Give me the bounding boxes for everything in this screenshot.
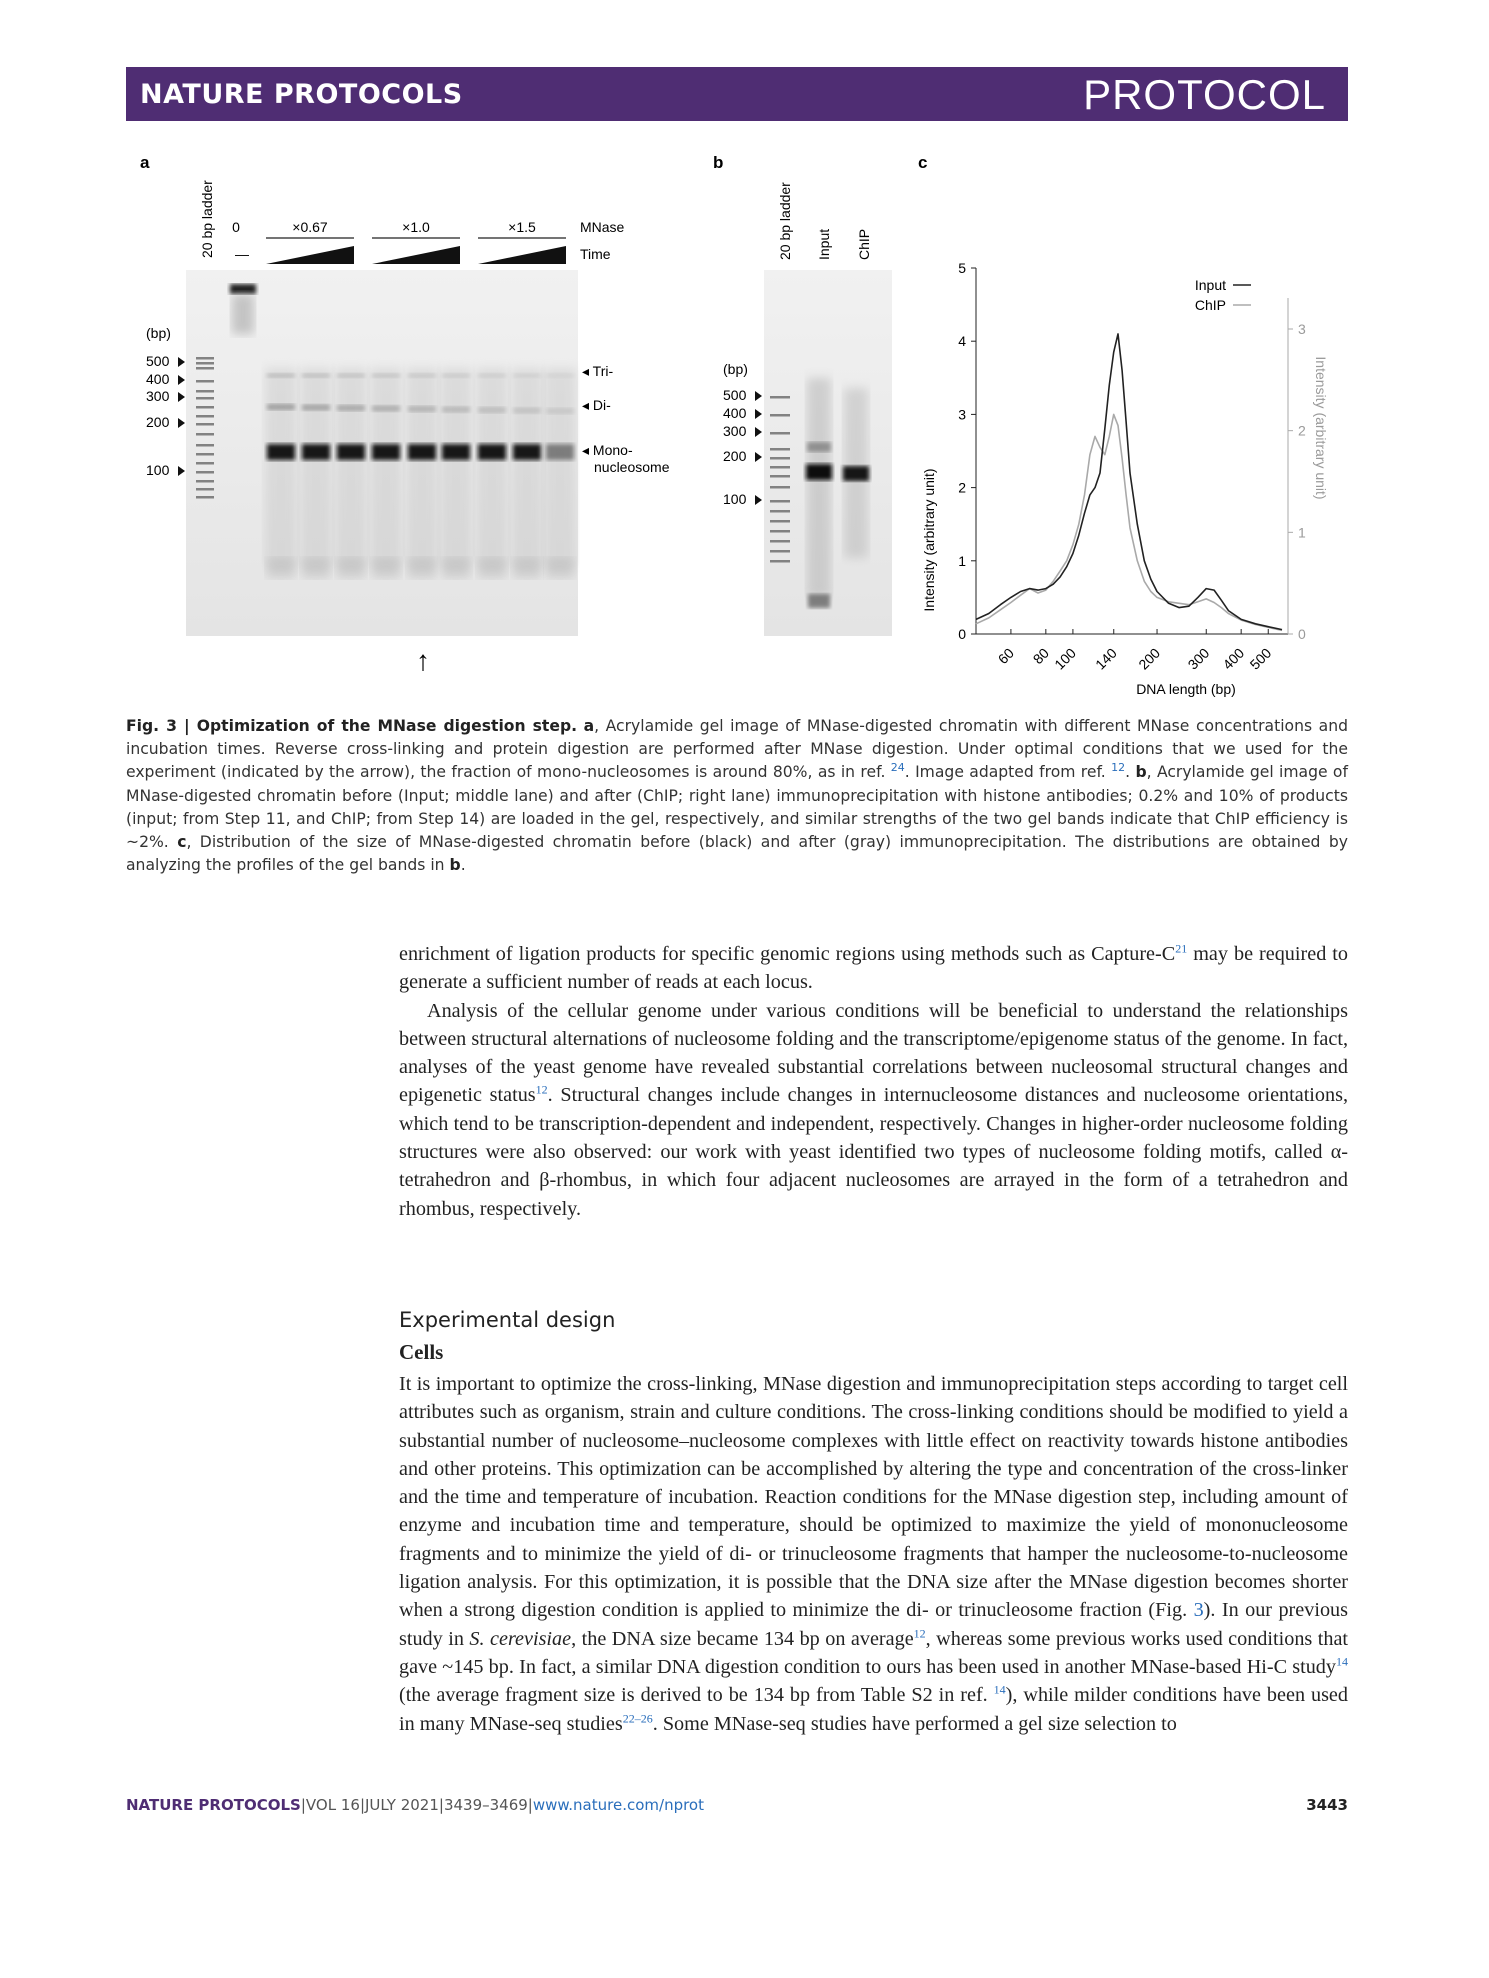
dinucleosome-band <box>337 405 365 411</box>
ladder-b-band <box>770 414 790 417</box>
lane-bottom-smear <box>513 558 541 578</box>
panel-a-label: a <box>140 153 150 172</box>
lane-bottom-smear <box>372 558 400 578</box>
x-tick-label: 500 <box>1246 644 1275 673</box>
ladder-band <box>196 488 214 491</box>
mononucleosome-band <box>478 444 506 460</box>
chart-y-axis-label: Intensity (arbitrary unit) <box>921 468 937 612</box>
ladder-band <box>196 367 214 370</box>
footer-sep-1: | <box>300 1796 306 1814</box>
ladder-b-band <box>770 540 790 543</box>
caption-b-text: , Acrylamide gel image of MNase-digested chromatin before (Input; middle lane) and after (ChIP; right lane) immunoprecipitation with histone antibodies; 0.2% and 10% of products (input; from Step 11, and ChIP; from Step 14) are loaded in the gel, respectively, and similar strengths of the two gel bands indicate that ChIP efficiency is ~2%. <box>126 763 1348 852</box>
journal-name: NATURE PROTOCOLS <box>140 79 463 110</box>
bp-unit-label: (bp) <box>146 325 171 341</box>
trinucleosome-band <box>513 373 541 378</box>
caption-ref-12[interactable]: 12 <box>1111 761 1126 775</box>
panel-c <box>918 153 1329 697</box>
ref-14-b[interactable]: 14 <box>993 1682 1006 1697</box>
species-name: S. cerevisiae <box>469 1627 572 1650</box>
ladder-band <box>196 423 214 426</box>
ladder-b-band <box>770 448 790 451</box>
x-tick-label: 140 <box>1092 644 1120 673</box>
ladder-band <box>196 453 214 456</box>
p3-text-f: ), while milder conditions have been used in many MNase-seq studies <box>399 1684 1348 1735</box>
time-wedge-2 <box>372 246 460 264</box>
footer-sep-4: | <box>527 1796 533 1814</box>
dinucleosome-band <box>267 404 295 410</box>
lane-bottom-smear <box>408 558 436 578</box>
x-tick-label: 60 <box>994 644 1018 668</box>
lane-bottom-smear <box>442 558 470 578</box>
p2-text-b: . Structural changes include changes in internucleosome distances and nucleosome orientations, which tend to be transcription-dependent and independent, respectively. Changes in higher-order nucleosome folding structures were also observed: our work with yeast identified two types of nucleosome folding motifs, called α-tetrahedron and β-rhombus, in which four adjacent nucleosomes are arrayed in the form of a tetrahedron and rhombus, respectively. <box>399 1084 1348 1220</box>
lane-smear <box>476 368 508 568</box>
dinucleosome-band <box>372 406 400 412</box>
lane-smear <box>544 368 576 568</box>
undigested-band <box>230 284 256 294</box>
x-tick-label: 80 <box>1029 644 1052 668</box>
paragraph-2 <box>399 997 1348 1223</box>
x-tick-label: 200 <box>1135 644 1164 673</box>
trinucleosome-band <box>546 373 574 378</box>
caption-c-text: , Distribution of the size of MNase-digested chromatin before (black) and after (gray) immunoprecipitation. The distributions are obtained by analyzing the profiles of the gel bands in <box>126 833 1348 875</box>
trinucleosome-band <box>442 373 470 378</box>
dinucleosome-band <box>513 408 541 414</box>
dinucleosome-band <box>408 406 436 412</box>
caption-c-label: c <box>177 833 187 852</box>
mononucleosome-band <box>372 444 400 460</box>
chart-x-axis-label: DNA length (bp) <box>1136 681 1236 697</box>
series-line-input <box>976 334 1282 630</box>
mononucleosome-band <box>546 444 574 460</box>
time-wedge-3 <box>478 246 566 264</box>
footer-volume: VOL 16 <box>305 1796 360 1814</box>
size-300: 300 <box>146 388 170 404</box>
caption-b-end: b <box>449 856 461 875</box>
x-tick-label: 300 <box>1184 644 1213 673</box>
p2-text: Analysis of the cellular genome under various conditions will be beneficial to understand the relationships between structural alternations of nucleosome folding and the transcriptome/epigenome status of the genome. In fact, analyses of the yeast genome have revealed substantial correlations between nucleosomal structural changes and epigenetic status <box>399 999 1348 1107</box>
size-200: 200 <box>146 414 170 430</box>
lane-smear <box>300 368 332 568</box>
optimal-condition-arrow: ↑ <box>416 645 430 676</box>
dinucleosome-band <box>546 408 574 414</box>
body-paragraphs-cells <box>399 1370 1348 1738</box>
dinucleosome-band <box>478 407 506 413</box>
ladder-band <box>196 357 214 360</box>
section-heading: Experimental design <box>399 1308 616 1332</box>
time-label: Time <box>580 246 611 262</box>
p3-text-b: ). In our previous study in <box>399 1599 1348 1650</box>
y-right-tick-label: 3 <box>1298 321 1306 337</box>
y-right-tick-label: 2 <box>1298 422 1306 439</box>
y-tick-label: 5 <box>958 260 966 276</box>
trinucleosome-band <box>337 373 365 378</box>
di-band-label: ◂ Di- <box>582 397 611 413</box>
x-tick-label: 400 <box>1219 644 1248 673</box>
mononucleosome-band <box>337 444 365 460</box>
ladder-band <box>196 433 214 436</box>
lane-smear <box>511 368 543 568</box>
group-15-label: ×1.5 <box>508 219 536 235</box>
ladder-band <box>196 462 214 465</box>
trinucleosome-band <box>302 373 330 378</box>
paragraph-3 <box>399 1370 1348 1738</box>
lane-bottom-smear <box>337 558 365 578</box>
mononucleosome-band <box>408 444 436 460</box>
lane-smear <box>440 368 472 568</box>
footer-sep-3: | <box>438 1796 444 1814</box>
mononucleosome-band <box>302 444 330 460</box>
ref-12-body[interactable]: 12 <box>535 1082 548 1097</box>
lane-smear <box>370 368 402 568</box>
footer-date: JULY 2021 <box>365 1796 439 1814</box>
ladder-b-band <box>770 466 790 469</box>
input-di-band <box>807 442 831 452</box>
trinucleosome-band <box>372 373 400 378</box>
input-bottom-band <box>808 594 830 608</box>
ladder-b-band <box>770 475 790 478</box>
ladder-b-band <box>770 530 790 533</box>
figure-3 <box>126 148 1348 708</box>
trinucleosome-band <box>408 373 436 378</box>
size-500: 500 <box>146 353 170 369</box>
ladder-band <box>196 471 214 474</box>
caption-title: Fig. 3 | Optimization of the MNase digestion step. <box>126 717 578 735</box>
mono-band-label: ◂ Mono- <box>582 442 633 458</box>
figure-canvas <box>126 148 1348 708</box>
ladder-band <box>196 390 214 393</box>
caption-end: . <box>460 856 466 875</box>
lane-0-smear <box>232 294 254 334</box>
legend-input-label: Input <box>1194 277 1226 293</box>
dinucleosome-band <box>302 405 330 411</box>
nucleosome-label: nucleosome <box>594 459 670 475</box>
size-b-arrows <box>755 391 762 505</box>
footer-url-link[interactable]: www.nature.com/nprot <box>532 1796 704 1814</box>
p3-text-c: , the DNA size became 134 bp on average <box>571 1627 914 1650</box>
figure-caption <box>126 715 1348 877</box>
lane-bottom-smear <box>478 558 506 578</box>
legend-chip-label: ChIP <box>1194 297 1226 313</box>
ladder-b-band <box>770 432 790 435</box>
ladder-b-band <box>770 500 790 503</box>
trinucleosome-band <box>267 373 295 378</box>
ladder-band <box>196 480 214 483</box>
ref-12-p3[interactable]: 12 <box>913 1625 926 1640</box>
dinucleosome-band <box>442 407 470 413</box>
size-b-300: 300 <box>723 423 747 439</box>
ladder-band <box>196 415 214 418</box>
chart-y-right-axis-label: Intensity (arbitrary unit) <box>1313 356 1329 500</box>
size-b-200: 200 <box>723 448 747 464</box>
footer-pages: 3439–3469 <box>443 1796 528 1814</box>
journal-header <box>126 67 1348 121</box>
y-tick-label: 0 <box>958 626 966 642</box>
ref-22-26[interactable]: 22–26 <box>622 1710 653 1725</box>
size-marker-arrows <box>178 357 185 476</box>
panel-a <box>140 153 670 676</box>
p3-text-e: (the average fragment size is derived to be 134 bp from Table S2 in ref. <box>399 1684 994 1707</box>
lane-smear <box>265 368 297 568</box>
caption-a-text2: . Image adapted from ref. <box>904 763 1106 782</box>
ladder-b-band <box>770 457 790 460</box>
mnase-label: MNase <box>580 219 625 235</box>
caption-b-label: b <box>1135 763 1147 782</box>
ref-21[interactable]: 21 <box>1175 941 1188 956</box>
body-paragraphs-top <box>399 940 1348 1223</box>
p1-text-b: may be required to generate a sufficient number of reads at each locus. <box>399 943 1348 994</box>
ladder-band <box>196 380 214 383</box>
ladder-lane-b-label: 20 bp ladder <box>777 182 793 260</box>
input-mono-band <box>806 464 832 480</box>
series-line-chip <box>976 414 1282 630</box>
caption-a-label: a <box>583 717 595 735</box>
ladder-band <box>196 444 214 447</box>
y-right-tick-label: 0 <box>1298 626 1306 642</box>
page-number: 3443 <box>1306 1796 1348 1814</box>
ladder-lane-label: 20 bp ladder <box>199 180 215 258</box>
footer-journal: NATURE PROTOCOLS <box>126 1796 301 1814</box>
chip-lane-label: ChIP <box>856 228 872 260</box>
y-tick-label: 2 <box>958 479 966 496</box>
p1-text: enrichment of ligation products for specific genomic regions using methods such as Capture-C <box>399 943 1176 965</box>
fig-3-link[interactable]: 3 <box>1193 1599 1204 1622</box>
chip-mono-band <box>843 466 869 481</box>
size-b-unit: (bp) <box>723 361 748 377</box>
ladder-b-band <box>770 520 790 523</box>
ladder-b-band <box>770 396 790 399</box>
size-b-400: 400 <box>723 405 747 421</box>
ladder-band <box>196 406 214 409</box>
group-10-label: ×1.0 <box>402 219 430 235</box>
input-smear <box>807 378 831 598</box>
caption-a-text: , Acrylamide gel image of MNase-digested chromatin with different MNase concentrations and incubation times. Reverse cross-linking and protein digestion are performed after MNase digestion. Under optimal conditions that we used for the experiment (indicated by the arrow), the fraction of mono-nucleosomes is around 80%, as in ref. <box>126 717 1348 782</box>
lane-smear <box>406 368 438 568</box>
panel-b <box>713 153 892 636</box>
size-100: 100 <box>146 462 170 478</box>
lane-bottom-smear <box>267 558 295 578</box>
caption-a-text3: . <box>1125 763 1131 782</box>
ladder-band <box>196 496 214 499</box>
lane-smear <box>335 368 367 568</box>
size-b-500: 500 <box>723 387 747 403</box>
panel-c-label: c <box>918 153 928 172</box>
tri-band-label: ◂ Tri- <box>582 363 614 379</box>
mononucleosome-band <box>513 444 541 460</box>
ladder-b-band <box>770 510 790 513</box>
y-right-tick-label: 1 <box>1298 524 1306 541</box>
ladder-b-band <box>770 560 790 563</box>
page-footer <box>126 1796 1348 1814</box>
size-400: 400 <box>146 371 170 387</box>
mononucleosome-band <box>267 444 295 460</box>
ref-14-a[interactable]: 14 <box>1336 1654 1348 1669</box>
caption-ref-24[interactable]: 24 <box>890 761 905 775</box>
ladder-band <box>196 397 214 400</box>
no-time-label: — <box>235 246 249 262</box>
lane-bottom-smear <box>546 558 574 578</box>
size-distribution-chart <box>958 260 1306 673</box>
subsection-heading: Cells <box>399 1340 444 1364</box>
lane-bottom-smear <box>302 558 330 578</box>
group-067-label: ×0.67 <box>292 219 328 235</box>
zero-mnase-label: 0 <box>232 219 240 235</box>
trinucleosome-band <box>478 373 506 378</box>
footer-sep-2: | <box>359 1796 365 1814</box>
input-lane-label: Input <box>816 228 832 260</box>
section-type: PROTOCOL <box>1083 71 1326 118</box>
mononucleosome-band <box>442 444 470 460</box>
p3-text-g: . Some MNase-seq studies have performed a gel size selection to <box>652 1712 1177 1735</box>
y-tick-label: 1 <box>958 552 966 569</box>
p3-text-d: , whereas some previous works used conditions that gave ~145 bp. In fact, a similar DNA digestion condition to ours has been used in another MNase-based Hi-C study <box>399 1627 1349 1678</box>
p3-text: It is important to optimize the cross-linking, MNase digestion and immunoprecipitation steps according to target cell attributes such as organism, strain and culture conditions. The cross-linking conditions should be modified to yield a substantial number of nucleosome–nucleosome complexes with little effect on reactivity towards histone antibodies and other proteins. This optimization can be accomplished by altering the type and concentration of the cross-linker and the time and temperature of incubation. Reaction conditions for the MNase digestion step, including amount of enzyme and incubation time and temperature, should be optimized to maximize the yield of mononucleosome fragments and to minimize the yield of di- or trinucleosome fragments that hamper the nucleosome-to-nucleosome ligation analysis. For this optimization, it is possible that the DNA size after the MNase digestion becomes shorter when a strong digestion condition is applied to minimize the di- or trinucleosome fraction (Fig. <box>399 1373 1348 1622</box>
paragraph-1 <box>399 940 1348 997</box>
panel-b-label: b <box>713 153 724 172</box>
size-b-100: 100 <box>723 491 747 507</box>
x-tick-label: 100 <box>1051 644 1080 673</box>
time-wedge-1 <box>266 246 354 264</box>
ladder-b-band <box>770 550 790 553</box>
ladder-band <box>196 362 214 365</box>
y-tick-label: 4 <box>958 333 966 350</box>
y-tick-label: 3 <box>958 406 966 423</box>
ladder-b-band <box>770 486 790 489</box>
